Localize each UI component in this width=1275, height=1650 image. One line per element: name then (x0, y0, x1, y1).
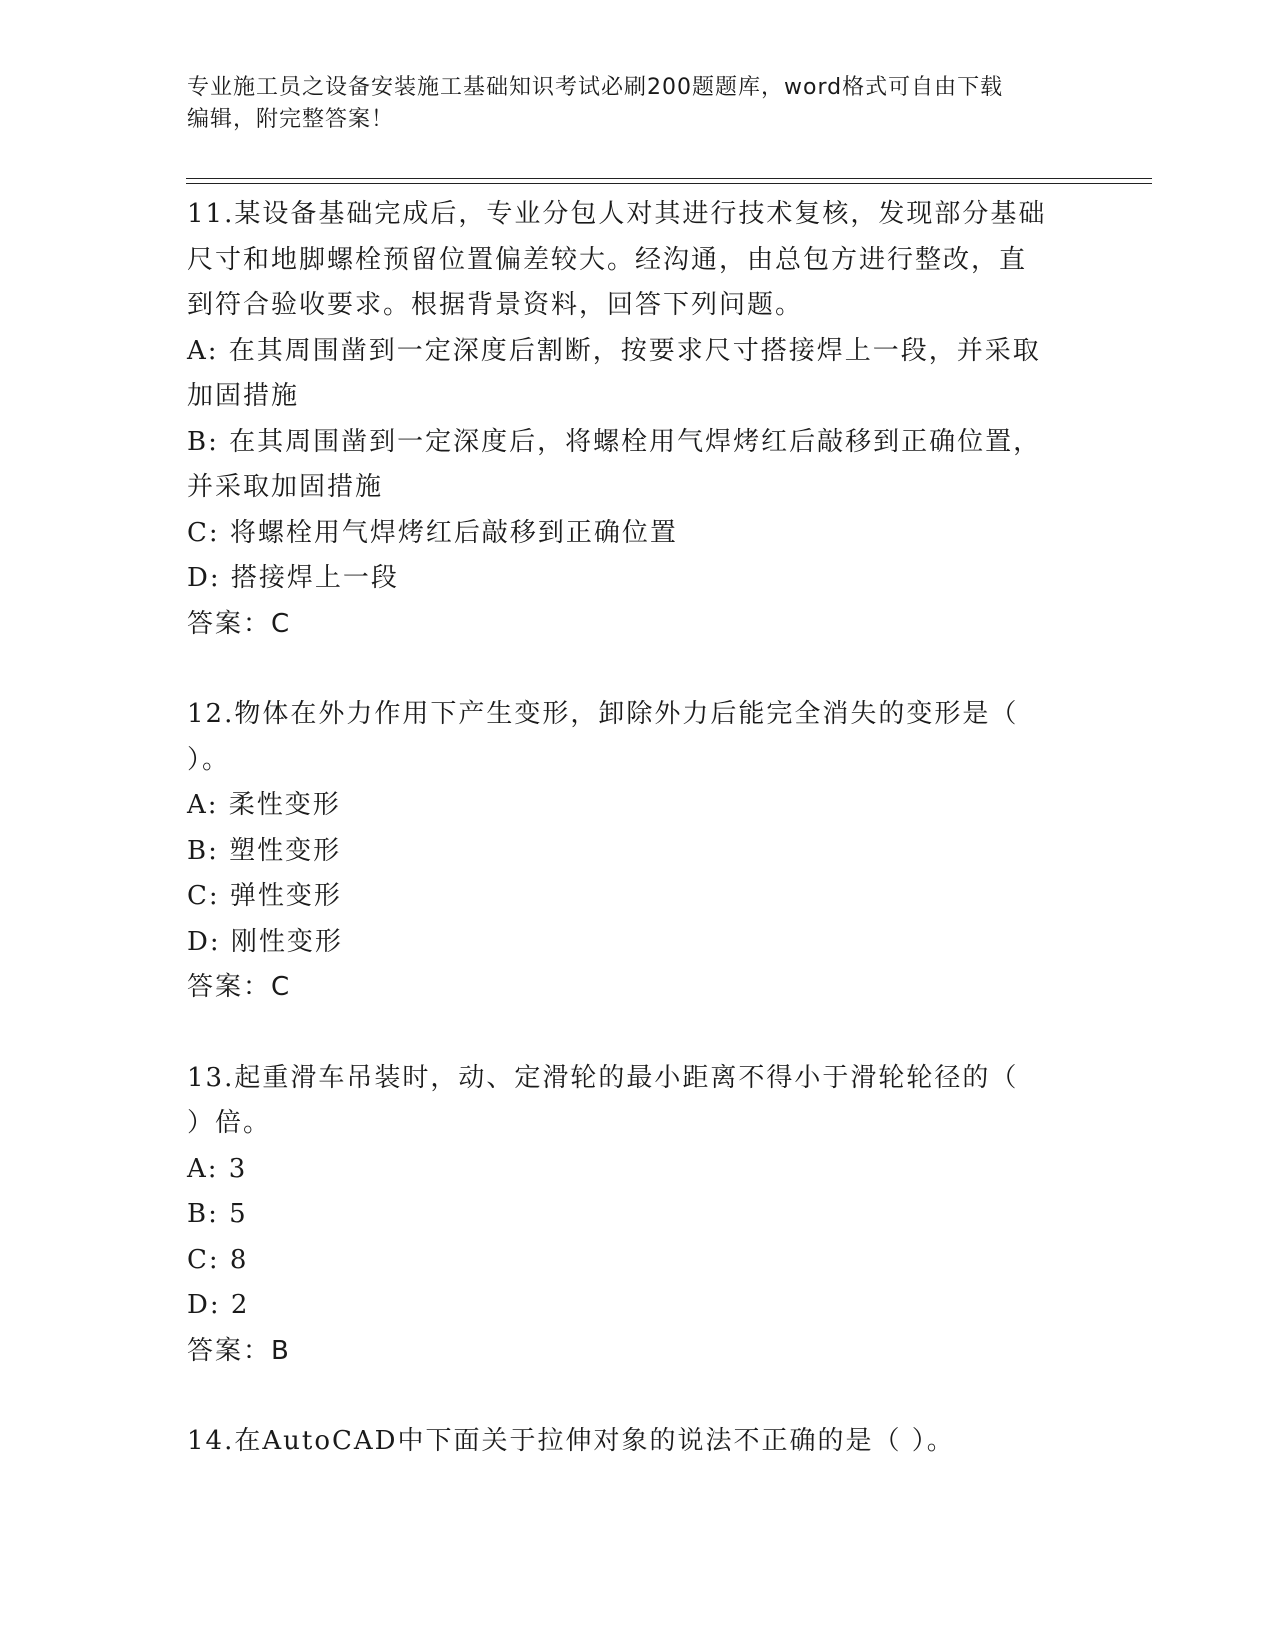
question-list (187, 192, 1087, 1465)
question-11 (187, 192, 1087, 647)
question-stem-line: 11.某设备基础完成后，专业分包人对其进行技术复核，发现部分基础 (187, 199, 1047, 229)
document-header (187, 72, 1067, 136)
option-a: A: 3 (187, 1153, 248, 1184)
header-line-2: 编辑，附完整答案！ (187, 107, 395, 132)
option-a: A: 柔性变形 (187, 790, 341, 820)
option-c: C: 8 (187, 1244, 249, 1275)
question-stem-line: 13.起重滑车吊装时，动、定滑轮的最小距离不得小于滑轮轮径的（ (187, 1062, 1019, 1093)
header-line-1: 专业施工员之设备安装施工基础知识考试必刷200题题库，word格式可自由下载 (187, 75, 1004, 100)
option-d: D: 刚性变形 (187, 926, 343, 957)
answer: 答案：C (187, 972, 292, 1002)
question-13 (187, 1056, 1087, 1375)
option-d: D: 2 (187, 1290, 250, 1320)
question-stem-line: 12.物体在外力作用下产生变形，卸除外力后能完全消失的变形是（ (187, 699, 1019, 729)
question-stem-line: 14.在AutoCAD中下面关于拉伸对象的说法不正确的是（ ）。 (187, 1426, 955, 1456)
question-stem-line: ）。 (187, 744, 231, 775)
option-b: B: 塑性变形 (187, 835, 342, 866)
option-c: C: 弹性变形 (187, 881, 342, 911)
option-a: A: 在其周围凿到一定深度后割断，按要求尺寸搭接焊上一段，并采取 (187, 335, 1041, 366)
header-divider-bottom (186, 183, 1152, 184)
option-d: D: 搭接焊上一段 (187, 563, 399, 593)
answer: 答案：B (187, 1335, 291, 1366)
question-spacer (187, 1374, 1087, 1419)
header-divider-top (186, 178, 1152, 179)
question-stem-line: 尺寸和地脚螺栓预留位置偏差较大。经沟通，由总包方进行整改，直 (187, 244, 1028, 275)
option-b-continued: 并采取加固措施 (187, 472, 384, 502)
option-b: B: 在其周围凿到一定深度后，将螺栓用气焊烤红后敲移到正确位置， (187, 426, 1042, 457)
question-spacer (187, 1011, 1087, 1056)
option-a-continued: 加固措施 (187, 381, 300, 411)
question-stem-line: 到符合验收要求。根据背景资料，回答下列问题。 (187, 290, 804, 320)
question-spacer (187, 647, 1087, 692)
question-stem-line: ）倍。 (187, 1108, 272, 1138)
option-b: B: 5 (187, 1199, 248, 1229)
question-12 (187, 692, 1087, 1011)
answer: 答案：C (187, 608, 292, 639)
option-c: C: 将螺栓用气焊烤红后敲移到正确位置 (187, 517, 678, 548)
question-14 (187, 1419, 1087, 1465)
